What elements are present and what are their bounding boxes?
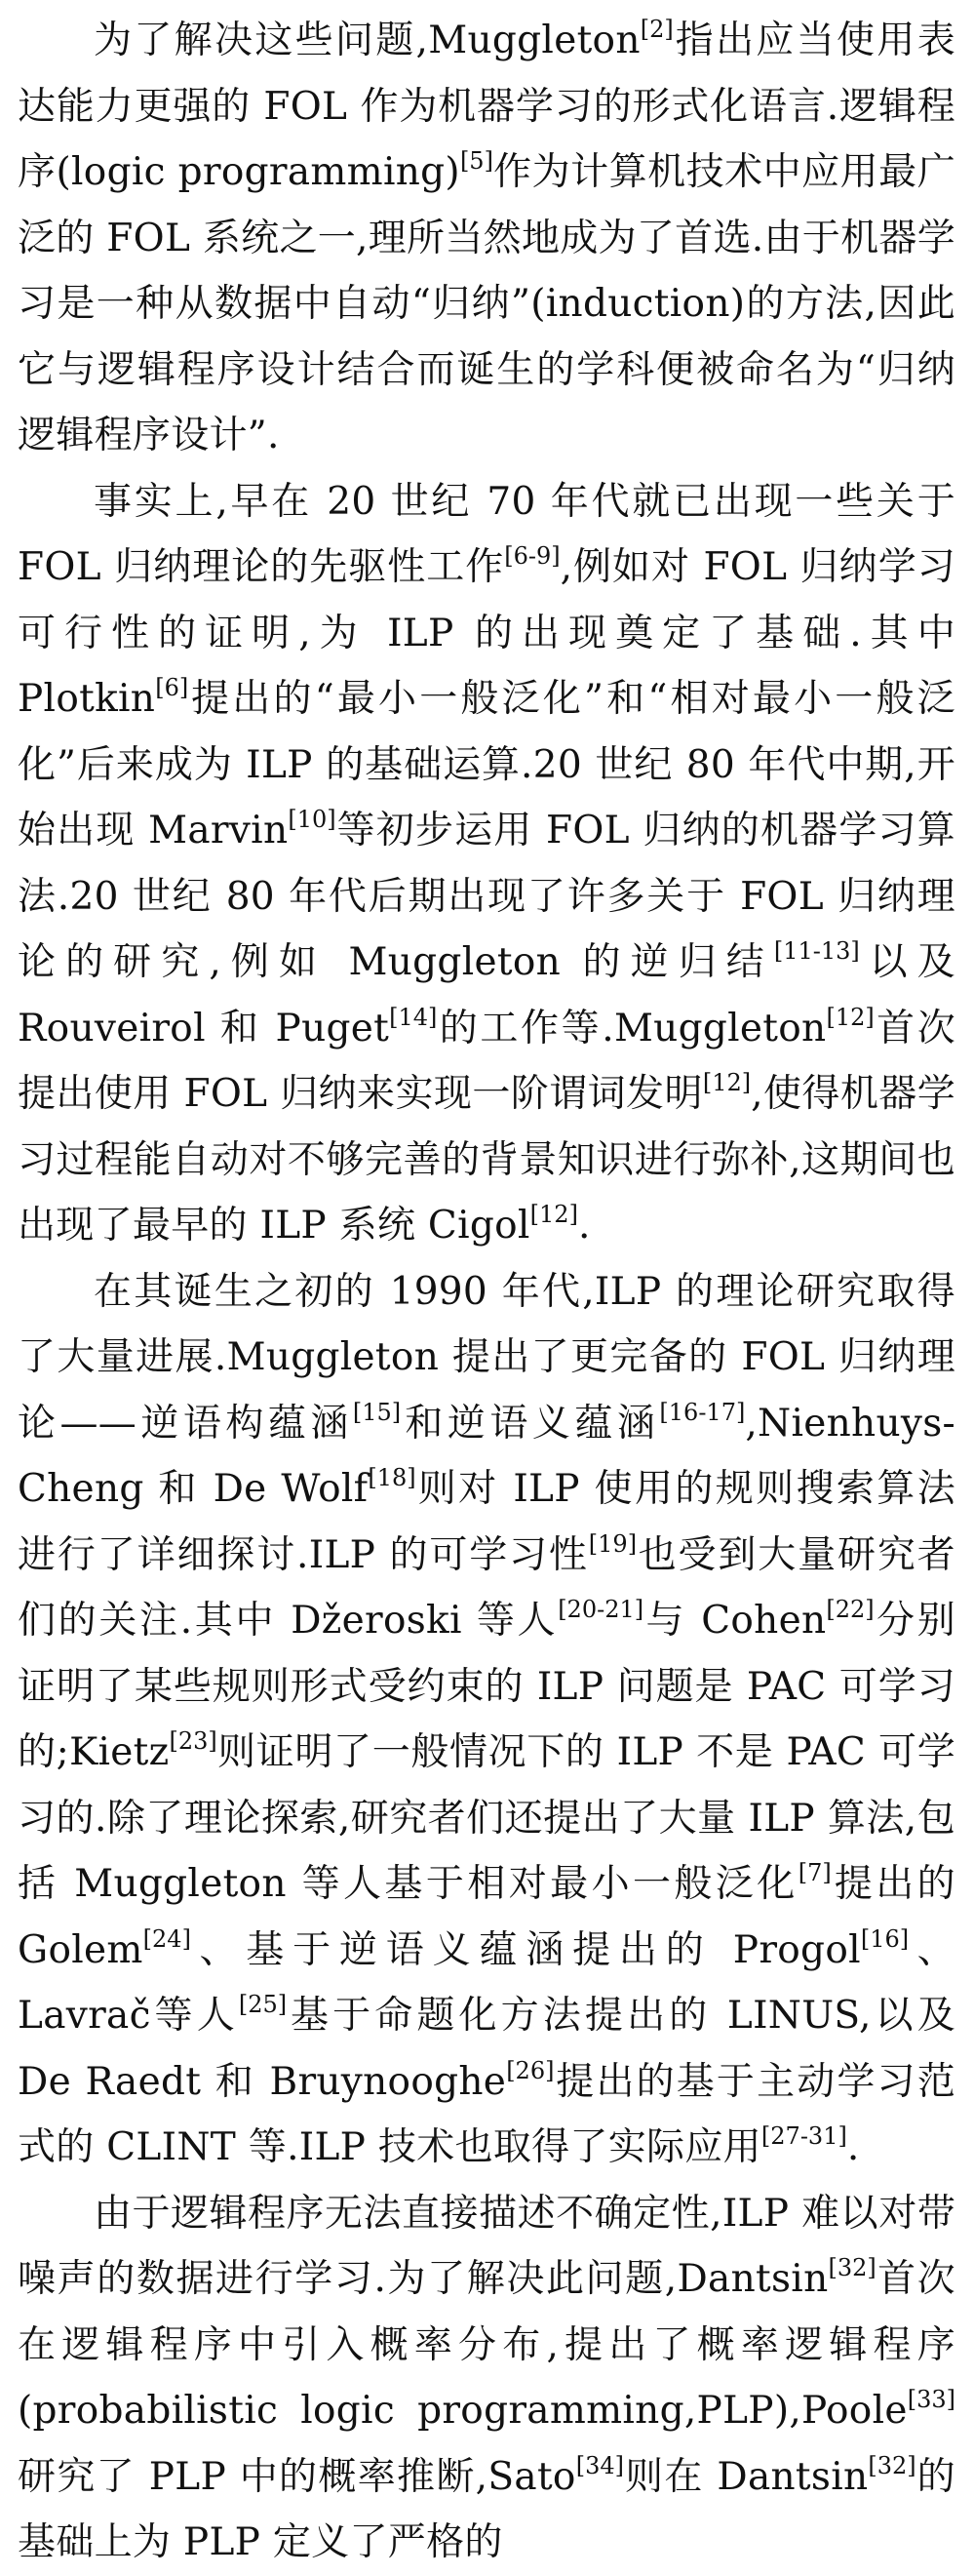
body-text: 、Lavrač等人 <box>18 1927 955 2038</box>
body-text: 首次在逻辑程序中引入概率分布,提出了概率逻辑程序(probabilistic logic programming,PLP),Poole <box>18 2257 955 2433</box>
citation-ref: [6] <box>155 674 189 701</box>
citation-ref: [16] <box>860 1924 910 1953</box>
citation-ref: [16-17] <box>659 1398 746 1426</box>
citation-ref: [34] <box>575 2451 624 2479</box>
body-text: 则在 Dantsin <box>623 2454 869 2499</box>
body-text: 也受到大量研究者们的关注.其中 Džeroski 等人 <box>18 1532 955 1643</box>
citation-ref: [20-21] <box>558 1596 644 1623</box>
body-text: 的基础上为 PLP 定义了严格的 <box>18 2454 955 2564</box>
body-text: 和逆语义蕴涵 <box>401 1401 660 1446</box>
body-text: 提出的 Golem <box>18 1862 955 1972</box>
body-text: 以及 Rouveirol 和 Puget <box>18 940 955 1050</box>
body-text: . <box>846 2125 860 2169</box>
citation-ref: [5] <box>459 147 493 175</box>
citation-ref: [18] <box>368 1464 416 1491</box>
body-text: ,例如对 FOL 归纳学习可行性的证明,为 ILP 的出现奠定了基础.其中 Plotkin <box>18 545 955 721</box>
body-text: 为了解决这些问题,Muggleton <box>94 19 641 62</box>
citation-ref: [14] <box>389 1003 438 1031</box>
citation-ref: [10] <box>288 806 336 833</box>
body-text: 首次提出使用 FOL 归纳来实现一阶谓词发明 <box>18 1006 956 1116</box>
citation-ref: [12] <box>826 1003 875 1031</box>
body-text: 事实上,早在 20 世纪 70 年代就已出现一些关于 FOL 归纳理论的先驱性工作 <box>18 479 955 589</box>
body-text: 提出的“最小一般泛化”和“相对最小一般泛化”后来成为 ILP 的基础运算.20 世纪 80 年代中期,开始出现 Marvin <box>18 677 955 852</box>
body-text: 与 Cohen <box>643 1599 827 1643</box>
citation-ref: [12] <box>702 1069 752 1096</box>
body-text: 由于逻辑程序无法直接描述不确定性,ILP 难以对带噪声的数据进行学习.为了解决此问题,Dantsin <box>18 2191 955 2301</box>
body-text: 的工作等.Muggleton <box>437 1006 827 1050</box>
paragraph-2 <box>18 469 955 1259</box>
citation-ref: [25] <box>238 1991 288 2018</box>
body-text: 研究了 PLP 中的概率推断,Sato <box>18 2454 576 2499</box>
body-text: 作为计算机技术中应用最广泛的 FOL 系统之一,理所当然地成为了首选.由于机器学习是一种从数据中自动“归纳”(induction)的方法,因此它与逻辑程序设计结合而诞生的学科便被命名为“归纳逻辑程序设计”. <box>18 150 955 457</box>
body-text: 则对 ILP 使用的规则搜索算法进行了详细探讨.ILP 的可学习性 <box>18 1467 955 1577</box>
citation-ref: [23] <box>169 1727 217 1755</box>
body-text: 等初步运用 FOL 归纳的机器学习算法.20 世纪 80 年代后期出现了许多关于 FOL 归纳理论的研究,例如 Muggleton 的逆归结 <box>18 809 955 984</box>
article-body <box>18 8 955 2576</box>
citation-ref: [19] <box>588 1529 638 1558</box>
citation-ref: [24] <box>142 1924 191 1953</box>
citation-ref: [22] <box>826 1596 875 1623</box>
body-text: ,Nienhuys-Cheng 和 De Wolf <box>18 1401 955 1511</box>
body-text: ,使得机器学习过程能自动对不够完善的背景知识进行弥补,这期间也出现了最早的 ILP 系统 Cigol <box>18 1072 955 1248</box>
body-text: 基于命题化方法提出的 LINUS,以及 De Raedt 和 Bruynooghe <box>18 1994 955 2104</box>
citation-ref: [12] <box>529 1201 578 1228</box>
citation-ref: [26] <box>506 2056 555 2084</box>
body-text: 分别证明了某些规则形式受约束的 ILP 问题是 PAC 可学习的;Kietz <box>18 1599 955 1774</box>
body-text: 指出应当使用表达能力更强的 FOL 作为机器学习的形式化语言.逻辑程序(logic programming) <box>18 19 955 194</box>
citation-ref: [15] <box>352 1398 402 1426</box>
citation-ref: [32] <box>828 2254 877 2281</box>
paragraph-1 <box>18 8 955 469</box>
citation-ref: [33] <box>907 2386 955 2413</box>
body-text: 则证明了一般情况下的 ILP 不是 PAC 可学习的.除了理论探索,研究者们还提出了大量 ILP 算法,包括 Muggleton 等人基于相对最小一般泛化 <box>18 1730 955 1906</box>
citation-ref: [7] <box>798 1859 832 1886</box>
paragraph-3 <box>18 1259 955 2181</box>
body-text: . <box>577 1204 591 1248</box>
citation-ref: [6-9] <box>504 542 561 570</box>
citation-ref: [2] <box>640 16 674 43</box>
body-text: 、基于逆语义蕴涵提出的 Progol <box>190 1927 861 1972</box>
body-text: 在其诞生之初的 1990 年代,ILP 的理论研究取得了大量进展.Muggleton 提出了更完备的 FOL 归纳理论——逆语构蕴涵 <box>18 1269 955 1446</box>
paragraph-4 <box>18 2181 955 2576</box>
body-text: 提出的基于主动学习范式的 CLINT 等.ILP 技术也取得了实际应用 <box>18 2059 955 2169</box>
citation-ref: [32] <box>868 2451 916 2479</box>
citation-ref: [11-13] <box>773 937 860 965</box>
citation-ref: [27-31] <box>760 2122 847 2150</box>
